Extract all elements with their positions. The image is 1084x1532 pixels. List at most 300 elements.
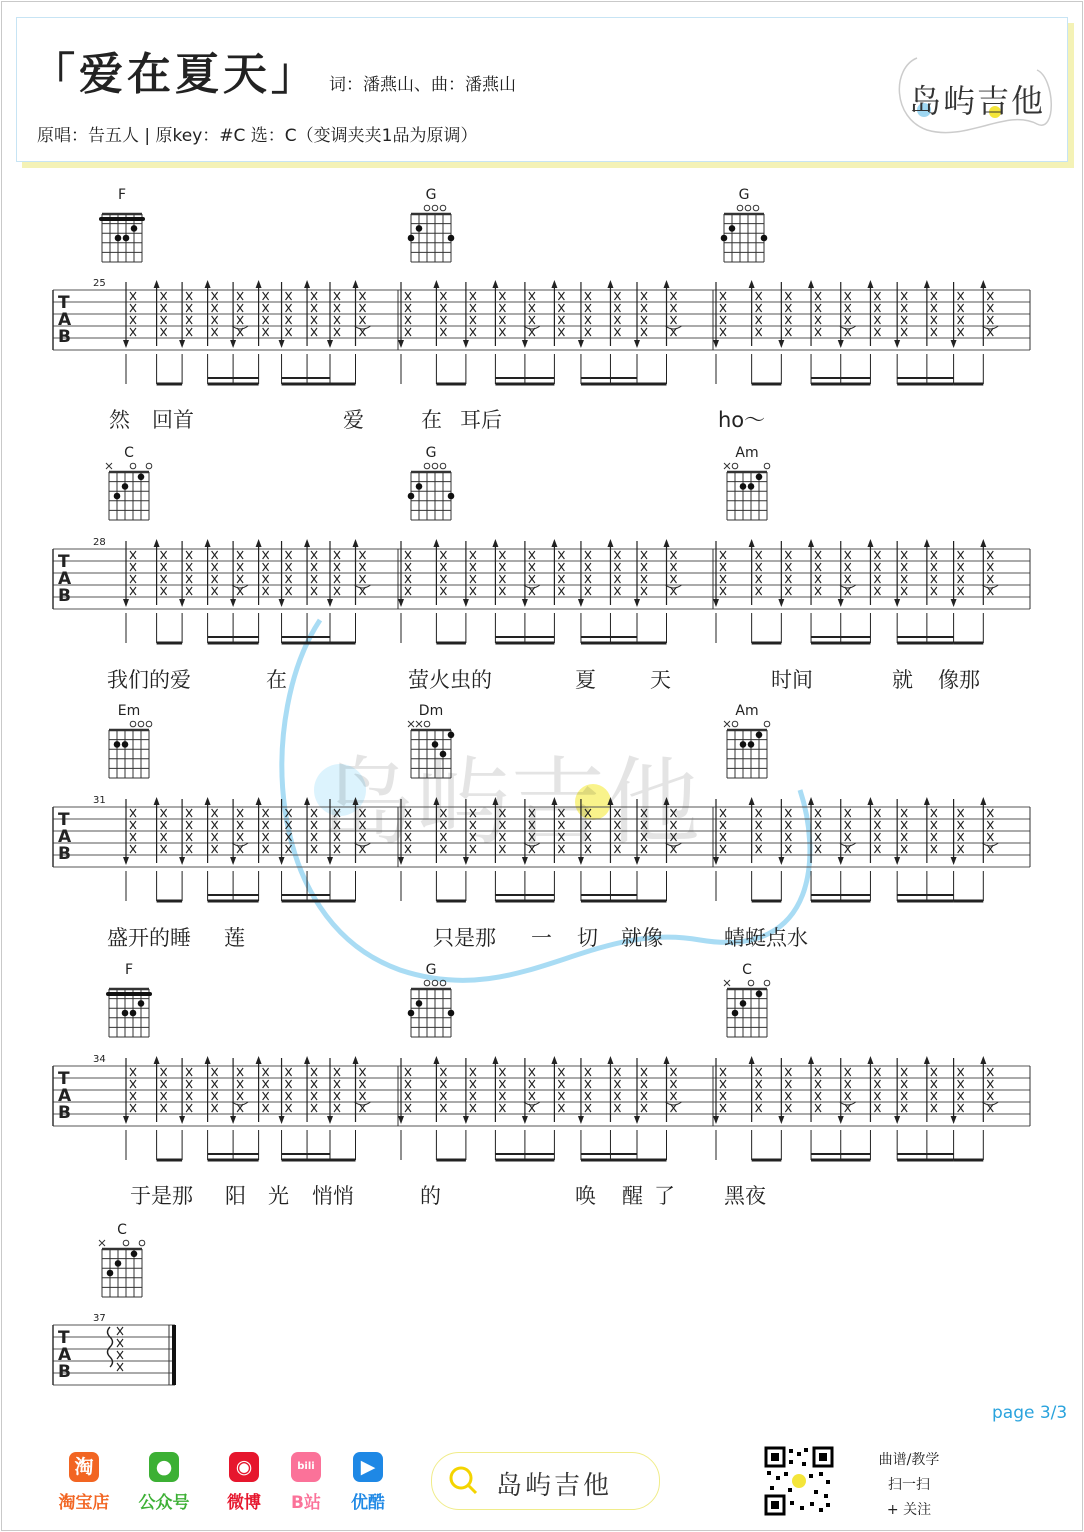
strum-x-mark bbox=[641, 1092, 647, 1100]
strum-x-mark bbox=[360, 292, 366, 300]
lyric-text: 就像 bbox=[621, 926, 663, 950]
chord-name: C bbox=[124, 445, 134, 461]
strum-x-mark bbox=[360, 563, 366, 571]
strum-x-mark bbox=[529, 551, 535, 559]
strum-arrowhead bbox=[256, 1056, 262, 1064]
strum-x-mark bbox=[874, 845, 880, 853]
strum-x-mark bbox=[874, 316, 880, 324]
finger-dot bbox=[123, 235, 130, 242]
strum-x-mark bbox=[987, 575, 993, 583]
logo-text: 岛屿吉他 bbox=[909, 82, 1046, 120]
strum-x-mark bbox=[161, 1104, 167, 1112]
strum-x-mark bbox=[529, 1080, 535, 1088]
strum-x-mark bbox=[671, 563, 677, 571]
strum-x-mark bbox=[785, 809, 791, 817]
strum-x-mark bbox=[286, 809, 292, 817]
strum-x-mark bbox=[614, 1068, 620, 1076]
strum-x-mark bbox=[334, 587, 340, 595]
strum-x-mark bbox=[212, 587, 218, 595]
finger-dot bbox=[122, 483, 129, 490]
strum-x-mark bbox=[720, 1092, 726, 1100]
strum-x-mark bbox=[117, 1351, 123, 1359]
strum-x-mark bbox=[311, 809, 317, 817]
search-text: 岛屿吉他 bbox=[496, 1471, 613, 1501]
strum-arrowhead bbox=[924, 1056, 930, 1064]
finger-dot bbox=[740, 741, 747, 748]
strum-arrowhead bbox=[867, 539, 873, 547]
strum-x-mark bbox=[212, 845, 218, 853]
strum-x-mark bbox=[405, 833, 411, 841]
lyric-text: ho～ bbox=[718, 408, 766, 432]
lyric-text: 切 bbox=[577, 926, 598, 950]
strum-x-mark bbox=[130, 575, 136, 583]
strum-x-mark bbox=[237, 575, 243, 583]
strum-x-mark bbox=[815, 292, 821, 300]
strum-arrowhead bbox=[353, 280, 359, 288]
strum-x-mark bbox=[212, 1068, 218, 1076]
strum-x-mark bbox=[756, 809, 762, 817]
tab-system bbox=[53, 280, 1030, 384]
strum-x-mark bbox=[958, 551, 964, 559]
strum-arrowhead bbox=[230, 340, 236, 348]
strum-x-mark bbox=[901, 845, 907, 853]
strum-x-mark bbox=[931, 563, 937, 571]
chord-name: G bbox=[425, 445, 437, 461]
strum-x-mark bbox=[360, 304, 366, 312]
strum-x-mark bbox=[815, 316, 821, 324]
finger-dot bbox=[432, 741, 439, 748]
strum-x-mark bbox=[558, 575, 564, 583]
lyric-text: 爱 bbox=[343, 408, 364, 432]
strum-arrowhead bbox=[578, 1116, 584, 1124]
strum-x-mark bbox=[405, 1092, 411, 1100]
strum-x-mark bbox=[720, 328, 726, 336]
weibo-icon: ◉ bbox=[229, 1452, 259, 1482]
strum-x-mark bbox=[901, 1104, 907, 1112]
strum-x-mark bbox=[334, 845, 340, 853]
lyric-text: 了 bbox=[654, 1184, 675, 1208]
strum-x-mark bbox=[263, 575, 269, 583]
strum-x-mark bbox=[334, 833, 340, 841]
strum-x-mark bbox=[845, 316, 851, 324]
strum-x-mark bbox=[720, 292, 726, 300]
strum-x-mark bbox=[186, 1092, 192, 1100]
strum-x-mark bbox=[585, 845, 591, 853]
strum-x-mark bbox=[874, 821, 880, 829]
strum-x-mark bbox=[641, 551, 647, 559]
strum-x-mark bbox=[161, 304, 167, 312]
strum-arrowhead bbox=[867, 280, 873, 288]
youku-icon: ▶ bbox=[353, 1452, 383, 1482]
strum-arrowhead bbox=[664, 280, 670, 288]
measure-number: 28 bbox=[93, 537, 106, 548]
finger-dot bbox=[131, 225, 138, 232]
strum-x-mark bbox=[815, 587, 821, 595]
strum-arrowhead bbox=[205, 280, 211, 288]
strum-arrowhead bbox=[492, 280, 498, 288]
strum-x-mark bbox=[186, 328, 192, 336]
footer-link[interactable] bbox=[336, 1452, 400, 1513]
strum-x-mark bbox=[585, 328, 591, 336]
chord-diagram bbox=[109, 721, 152, 778]
strum-x-mark bbox=[874, 1068, 880, 1076]
strum-x-mark bbox=[641, 304, 647, 312]
strum-x-mark bbox=[874, 809, 880, 817]
strum-x-mark bbox=[360, 551, 366, 559]
strum-x-mark bbox=[987, 551, 993, 559]
strum-x-mark bbox=[815, 833, 821, 841]
strum-x-mark bbox=[405, 551, 411, 559]
strum-arrowhead bbox=[154, 539, 160, 547]
strum-x-mark bbox=[958, 575, 964, 583]
strum-x-mark bbox=[987, 304, 993, 312]
chord-name: Em bbox=[117, 703, 141, 719]
strum-x-mark bbox=[237, 1080, 243, 1088]
strum-x-mark bbox=[901, 304, 907, 312]
strum-x-mark bbox=[286, 563, 292, 571]
strum-x-mark bbox=[671, 833, 677, 841]
strum-x-mark bbox=[440, 845, 446, 853]
open-string-marker bbox=[764, 721, 770, 727]
strum-x-mark bbox=[671, 551, 677, 559]
strum-x-mark bbox=[130, 563, 136, 571]
strum-arrowhead bbox=[398, 1116, 404, 1124]
strum-x-mark bbox=[785, 1104, 791, 1112]
strum-x-mark bbox=[641, 292, 647, 300]
strum-x-mark bbox=[756, 563, 762, 571]
strum-x-mark bbox=[720, 809, 726, 817]
footer-link[interactable] bbox=[52, 1452, 116, 1513]
open-string-marker bbox=[764, 463, 770, 469]
strum-x-mark bbox=[499, 316, 505, 324]
finger-dot bbox=[761, 235, 768, 242]
strum-x-mark bbox=[263, 587, 269, 595]
chord-name: G bbox=[738, 187, 750, 203]
open-string-marker bbox=[146, 463, 152, 469]
strum-x-mark bbox=[901, 1068, 907, 1076]
finger-dot bbox=[122, 1010, 129, 1017]
strum-x-mark bbox=[987, 316, 993, 324]
strum-x-mark bbox=[585, 1092, 591, 1100]
strum-x-mark bbox=[130, 1068, 136, 1076]
strum-x-mark bbox=[405, 563, 411, 571]
strum-x-mark bbox=[785, 551, 791, 559]
strum-x-mark bbox=[671, 1068, 677, 1076]
strum-arrowhead bbox=[123, 340, 129, 348]
strum-x-mark bbox=[785, 575, 791, 583]
strum-x-mark bbox=[958, 821, 964, 829]
strum-x-mark bbox=[334, 328, 340, 336]
footer-link[interactable] bbox=[132, 1452, 196, 1513]
strum-x-mark bbox=[263, 809, 269, 817]
open-string-marker bbox=[123, 1240, 129, 1246]
strum-arrowhead bbox=[634, 340, 640, 348]
strum-arrowhead bbox=[327, 599, 333, 607]
finger-dot bbox=[408, 493, 415, 500]
strum-x-mark bbox=[845, 551, 851, 559]
strum-x-mark bbox=[815, 328, 821, 336]
strum-x-mark bbox=[901, 292, 907, 300]
qr-code-icon[interactable] bbox=[764, 1446, 834, 1516]
strum-x-mark bbox=[558, 292, 564, 300]
strum-x-mark bbox=[671, 1080, 677, 1088]
strum-x-mark bbox=[585, 292, 591, 300]
strum-x-mark bbox=[874, 292, 880, 300]
strum-x-mark bbox=[440, 821, 446, 829]
chord-diagram bbox=[724, 463, 770, 520]
strum-x-mark bbox=[237, 1092, 243, 1100]
strum-arrowhead bbox=[749, 280, 755, 288]
strum-x-mark bbox=[529, 304, 535, 312]
strum-x-mark bbox=[785, 292, 791, 300]
strum-x-mark bbox=[641, 845, 647, 853]
strum-arrowhead bbox=[492, 797, 498, 805]
strum-x-mark bbox=[958, 833, 964, 841]
finger-dot bbox=[131, 1251, 138, 1258]
strum-x-mark bbox=[901, 809, 907, 817]
strum-arrowhead bbox=[353, 539, 359, 547]
strum-x-mark bbox=[334, 551, 340, 559]
strum-x-mark bbox=[756, 587, 762, 595]
strum-arrowhead bbox=[578, 857, 584, 865]
strum-x-mark bbox=[874, 575, 880, 583]
chord-barre bbox=[99, 217, 145, 221]
strum-x-mark bbox=[237, 304, 243, 312]
strum-arrowhead bbox=[433, 280, 439, 288]
strum-x-mark bbox=[440, 833, 446, 841]
muted-string-marker bbox=[106, 463, 112, 469]
strum-x-mark bbox=[470, 833, 476, 841]
strum-x-mark bbox=[585, 587, 591, 595]
strum-x-mark bbox=[958, 563, 964, 571]
strum-x-mark bbox=[756, 821, 762, 829]
watermark-text: 岛屿吉他 bbox=[320, 748, 701, 858]
tab-clef-letter: A bbox=[58, 569, 72, 589]
strum-x-mark bbox=[499, 292, 505, 300]
strum-x-mark bbox=[186, 292, 192, 300]
strum-x-mark bbox=[470, 809, 476, 817]
strum-x-mark bbox=[756, 1104, 762, 1112]
page-number: page 3/3 bbox=[992, 1403, 1068, 1423]
chord-diagram bbox=[99, 214, 145, 262]
strum-x-mark bbox=[130, 587, 136, 595]
strum-x-mark bbox=[360, 821, 366, 829]
strum-x-mark bbox=[958, 1068, 964, 1076]
strum-x-mark bbox=[311, 587, 317, 595]
strum-arrowhead bbox=[327, 340, 333, 348]
strum-x-mark bbox=[614, 575, 620, 583]
strum-x-mark bbox=[286, 1080, 292, 1088]
strum-x-mark bbox=[311, 304, 317, 312]
strum-x-mark bbox=[470, 575, 476, 583]
strum-x-mark bbox=[585, 575, 591, 583]
strum-x-mark bbox=[958, 304, 964, 312]
chord-name: Dm bbox=[418, 703, 444, 719]
strum-arrowhead bbox=[463, 340, 469, 348]
strum-x-mark bbox=[815, 1092, 821, 1100]
strum-x-mark bbox=[901, 833, 907, 841]
strum-arrowhead bbox=[154, 1056, 160, 1064]
search-box[interactable] bbox=[431, 1452, 660, 1510]
strum-x-mark bbox=[558, 1104, 564, 1112]
tab-clef-letter: T bbox=[58, 293, 70, 313]
strum-x-mark bbox=[874, 304, 880, 312]
strum-arrowhead bbox=[808, 1056, 814, 1064]
finger-dot bbox=[416, 225, 423, 232]
strum-x-mark bbox=[499, 304, 505, 312]
strum-arrowhead bbox=[808, 539, 814, 547]
chord-name: Am bbox=[735, 445, 759, 461]
strum-x-mark bbox=[161, 563, 167, 571]
strum-arrowhead bbox=[433, 539, 439, 547]
strum-x-mark bbox=[334, 821, 340, 829]
finger-dot bbox=[756, 732, 763, 739]
strum-x-mark bbox=[671, 821, 677, 829]
strum-arrowhead bbox=[551, 1056, 557, 1064]
strum-x-mark bbox=[987, 833, 993, 841]
finger-dot bbox=[115, 235, 122, 242]
strum-x-mark bbox=[499, 833, 505, 841]
lyric-text: 莲 bbox=[224, 926, 245, 950]
strum-x-mark bbox=[815, 1104, 821, 1112]
strum-x-mark bbox=[958, 292, 964, 300]
strum-x-mark bbox=[360, 1068, 366, 1076]
strum-x-mark bbox=[756, 575, 762, 583]
chord-name: C bbox=[742, 962, 752, 978]
strum-x-mark bbox=[263, 845, 269, 853]
strum-x-mark bbox=[130, 833, 136, 841]
strum-x-mark bbox=[931, 1092, 937, 1100]
open-string-marker bbox=[424, 721, 430, 727]
strum-x-mark bbox=[641, 833, 647, 841]
strum-arrowhead bbox=[778, 1116, 784, 1124]
strum-x-mark bbox=[987, 1068, 993, 1076]
strum-x-mark bbox=[720, 1068, 726, 1076]
muted-string-marker bbox=[99, 1240, 105, 1246]
footer-link[interactable] bbox=[212, 1452, 276, 1513]
strum-x-mark bbox=[405, 845, 411, 853]
strum-x-mark bbox=[470, 292, 476, 300]
strum-x-mark bbox=[161, 833, 167, 841]
open-string-marker bbox=[424, 463, 430, 469]
footer-link-label: 淘宝店 bbox=[58, 1493, 110, 1513]
strum-x-mark bbox=[405, 809, 411, 817]
strum-x-mark bbox=[212, 563, 218, 571]
strum-x-mark bbox=[263, 1068, 269, 1076]
strum-x-mark bbox=[901, 316, 907, 324]
strum-x-mark bbox=[186, 833, 192, 841]
finger-dot bbox=[130, 1010, 137, 1017]
strum-x-mark bbox=[815, 1080, 821, 1088]
strum-x-mark bbox=[470, 1080, 476, 1088]
strum-x-mark bbox=[614, 1104, 620, 1112]
lyric-text: 夏 bbox=[575, 668, 596, 692]
strum-x-mark bbox=[440, 292, 446, 300]
strum-x-mark bbox=[186, 1068, 192, 1076]
strum-x-mark bbox=[931, 587, 937, 595]
strum-x-mark bbox=[311, 551, 317, 559]
strum-x-mark bbox=[614, 833, 620, 841]
strum-x-mark bbox=[470, 821, 476, 829]
strum-arrowhead bbox=[778, 340, 784, 348]
strum-x-mark bbox=[186, 551, 192, 559]
strum-x-mark bbox=[186, 316, 192, 324]
measure-number: 25 bbox=[93, 278, 106, 289]
open-string-marker bbox=[737, 205, 743, 211]
strum-x-mark bbox=[311, 821, 317, 829]
finger-dot bbox=[740, 1000, 747, 1007]
strum-x-mark bbox=[212, 551, 218, 559]
strum-x-mark bbox=[405, 292, 411, 300]
strum-x-mark bbox=[815, 821, 821, 829]
strum-x-mark bbox=[263, 821, 269, 829]
lyric-text: 蜻蜓点水 bbox=[724, 926, 808, 950]
strum-x-mark bbox=[263, 833, 269, 841]
strum-arrowhead bbox=[205, 1056, 211, 1064]
strum-x-mark bbox=[756, 1092, 762, 1100]
strum-x-mark bbox=[958, 328, 964, 336]
strum-x-mark bbox=[334, 575, 340, 583]
strum-x-mark bbox=[614, 1092, 620, 1100]
lyric-text: 回首 bbox=[152, 408, 194, 432]
lyric-text: 时间 bbox=[771, 668, 813, 692]
tab-clef-letter: B bbox=[58, 1362, 71, 1382]
strum-x-mark bbox=[130, 304, 136, 312]
strum-x-mark bbox=[212, 821, 218, 829]
tab-clef-letter: B bbox=[58, 844, 71, 864]
strum-x-mark bbox=[130, 316, 136, 324]
tab-clef-letter: A bbox=[58, 827, 72, 847]
lyric-text: 只是那 bbox=[433, 926, 496, 950]
chord-diagram bbox=[724, 721, 770, 778]
strum-x-mark bbox=[720, 833, 726, 841]
strum-x-mark bbox=[212, 316, 218, 324]
strum-x-mark bbox=[212, 1092, 218, 1100]
chord-name: G bbox=[425, 962, 437, 978]
strum-x-mark bbox=[161, 1080, 167, 1088]
strum-arrowhead bbox=[778, 857, 784, 865]
strum-x-mark bbox=[470, 1068, 476, 1076]
strum-arrowhead bbox=[205, 539, 211, 547]
strum-x-mark bbox=[931, 809, 937, 817]
qr-caption-line: 扫一扫 bbox=[888, 1477, 930, 1493]
strum-x-mark bbox=[161, 1092, 167, 1100]
strum-arrowhead bbox=[951, 599, 957, 607]
strum-x-mark bbox=[785, 563, 791, 571]
strum-x-mark bbox=[237, 563, 243, 571]
strum-x-mark bbox=[671, 292, 677, 300]
chord-name: C bbox=[117, 1222, 127, 1238]
strum-x-mark bbox=[874, 833, 880, 841]
strum-x-mark bbox=[671, 304, 677, 312]
strum-x-mark bbox=[931, 328, 937, 336]
strum-arrowhead bbox=[980, 280, 986, 288]
strum-x-mark bbox=[334, 809, 340, 817]
chord-diagram bbox=[99, 1240, 145, 1297]
strum-x-mark bbox=[311, 328, 317, 336]
strum-x-mark bbox=[286, 1092, 292, 1100]
strum-x-mark bbox=[334, 1092, 340, 1100]
strum-x-mark bbox=[529, 316, 535, 324]
footer-link[interactable] bbox=[274, 1452, 338, 1513]
strum-x-mark bbox=[470, 845, 476, 853]
lyric-text: 就 bbox=[892, 668, 913, 692]
strum-arrowhead bbox=[578, 340, 584, 348]
strum-arrowhead bbox=[713, 857, 719, 865]
finger-dot bbox=[448, 732, 455, 739]
strum-x-mark bbox=[161, 292, 167, 300]
strum-x-mark bbox=[901, 821, 907, 829]
